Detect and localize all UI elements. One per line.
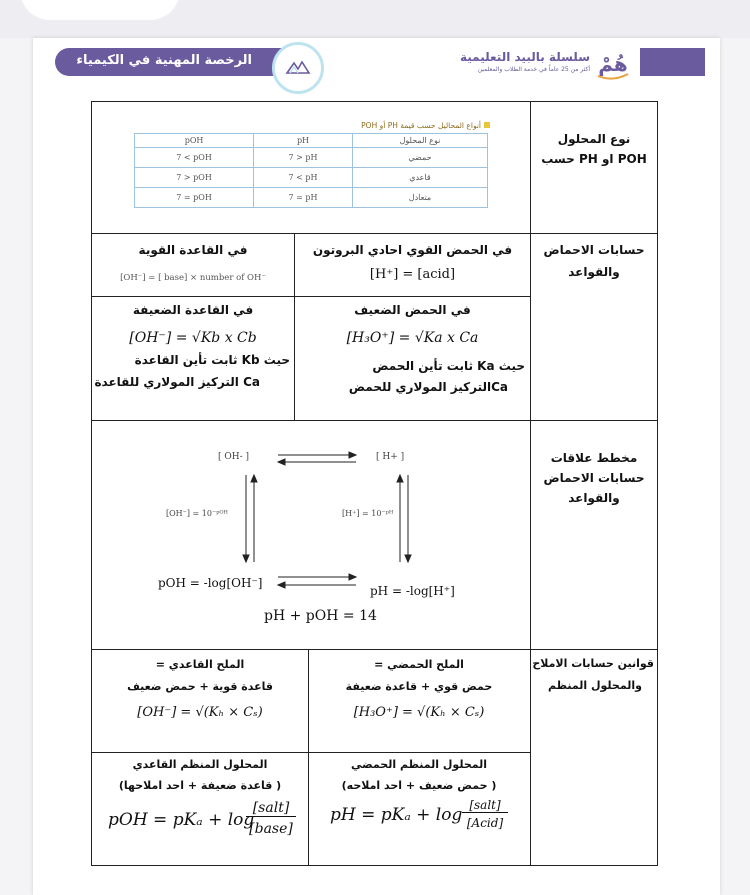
basic-buffer-numerator: [salt]	[246, 800, 296, 817]
strong-base-formula: [OH⁻] = [ base] × number of OH⁻	[120, 273, 266, 283]
calc-label-line2: والقواعد	[568, 265, 620, 279]
basic-buffer-denominator: [base]	[249, 821, 293, 837]
diagram-label-line1: مخطط علاقات	[550, 451, 638, 465]
types-table-caption	[330, 121, 490, 130]
basic-buffer-equation: pOH = pKₐ + log	[108, 810, 255, 830]
row-divider	[91, 233, 658, 234]
salts-label-line2: والمحلول المنظم	[548, 679, 642, 692]
table-cell: pOH	[135, 134, 254, 148]
h-power-equation: [H⁺] = 10⁻ᵖᴴ	[342, 509, 394, 518]
acid-buffer-definition: ( حمض ضعيف + احد املاحه)	[341, 779, 497, 792]
poh-log-equation: pOH = -log[OH⁻]	[158, 576, 263, 590]
cell-divider	[308, 649, 309, 866]
caption-bullet	[484, 122, 490, 128]
relations-diagram	[150, 440, 470, 630]
table-cell: 7 = pOH	[135, 188, 254, 208]
weak-acid-title: في الحمض الضعيف	[354, 303, 471, 317]
acid-salt-title: الملح الحمضي =	[374, 658, 464, 671]
ph-poh-sum-equation: pH + pOH = 14	[264, 608, 377, 624]
oh-power-equation: [OH⁻] = 10⁻ᵖᴼᴴ	[166, 509, 228, 518]
acid-buffer-denominator: [Acid]	[466, 816, 504, 830]
weak-base-note2: Ca التركيز المولاري للقاعدة	[94, 375, 260, 389]
acid-salt-definition: حمض قوي + قاعدة ضعيفة	[345, 680, 493, 693]
header-accent-bar	[640, 48, 705, 76]
table-header-row	[135, 134, 488, 148]
weak-base-formula: [OH⁻] = √Kb x Cb	[129, 330, 257, 346]
salts-label-line1: قوانين حسابات الاملاح	[532, 657, 654, 670]
h-box-label: [ H+ ]	[376, 452, 405, 462]
brand-name: سلسلة بالبيد التعليمية	[460, 50, 590, 64]
ph-types-table	[134, 133, 488, 208]
weak-acid-note2: Caالتركيز المولاري للحمض	[348, 380, 508, 394]
acid-salt-formula: [H₃O⁺] = √(Kₕ × Cₛ)	[353, 705, 485, 720]
table-row	[135, 148, 488, 168]
table-cell: 7 > pOH	[135, 168, 254, 188]
brand-tagline: أكثر من 25 عاماً في خدمة الطلاب والمعلمين	[477, 66, 590, 73]
ph-log-equation: pH = -log[H⁺]	[370, 584, 455, 598]
basic-buffer-definition: ( قاعدة ضعيفة + احد املاحها)	[118, 779, 282, 792]
diagram-label-line3: والقواعد	[568, 491, 620, 505]
diagram-label-line2: حسابات الاحماض	[543, 471, 645, 485]
equilibrium-arrows	[243, 452, 411, 588]
acid-buffer-equation: pH = pKₐ + log	[330, 805, 463, 825]
types-label-line1: نوع المحلول	[557, 132, 631, 146]
previous-page-edge	[20, 0, 180, 20]
label-column-divider	[530, 101, 531, 866]
table-cell: نوع المحلول	[352, 134, 487, 148]
acid-buffer-title: المحلول المنظم الحمضي	[350, 758, 488, 771]
course-title: الرخصة المهنية في الكيمياء	[76, 53, 252, 68]
table-cell: 7 < pH	[254, 168, 353, 188]
table-cell: قاعدي	[352, 168, 487, 188]
mountain-icon	[275, 45, 321, 91]
weak-base-note1: حيث Kb ثابت تأين القاعدة	[134, 353, 290, 367]
table-cell: متعادل	[352, 188, 487, 208]
course-title-bar	[55, 48, 300, 76]
weak-acid-formula: [H₃O⁺] = √Ka x Ca	[346, 330, 479, 346]
row-divider	[91, 420, 658, 421]
table-row	[135, 168, 488, 188]
calc-label-line1: حسابات الاحماض	[543, 243, 645, 257]
oh-box-label: [ OH- ]	[218, 452, 250, 462]
strong-acid-title: في الحمض القوي احادي البروتون	[312, 243, 513, 257]
strong-base-title: في القاعدة القوية	[138, 243, 248, 257]
weak-base-title: في القاعدة الضعيفة	[132, 303, 254, 317]
header-emblem	[272, 42, 324, 94]
row-divider	[91, 296, 530, 297]
basic-salt-formula: [OH⁻] = √(Kₕ × Cₛ)	[137, 705, 263, 720]
basic-buffer-title: المحلول المنظم القاعدي	[132, 758, 268, 771]
table-cell: 7 < pOH	[135, 148, 254, 168]
row-divider	[91, 752, 530, 753]
table-cell: 7 > pH	[254, 148, 353, 168]
weak-acid-note1: حيث Ka ثابت تأين الحمض	[372, 359, 525, 373]
cell-divider	[294, 233, 295, 420]
logo-text: هُمْ	[598, 52, 628, 76]
brand-block	[460, 50, 590, 73]
table-cell: pH	[254, 134, 353, 148]
strong-acid-formula: [H⁺] = [acid]	[369, 267, 456, 282]
table-cell: 7 = pH	[254, 188, 353, 208]
basic-salt-definition: قاعدة قوية + حمض ضعيف	[127, 680, 273, 693]
acid-buffer-numerator: [salt]	[462, 798, 508, 813]
brand-logo-icon	[592, 46, 634, 82]
basic-salt-title: الملح القاعدي =	[155, 658, 245, 671]
types-table-caption-text: أنواع المحاليل حسب قيمة PH أو POH	[361, 121, 481, 130]
row-divider	[91, 649, 658, 650]
table-cell: حمضي	[352, 148, 487, 168]
types-label-line2: POH او PH حسب	[541, 152, 647, 166]
table-row	[135, 188, 488, 208]
